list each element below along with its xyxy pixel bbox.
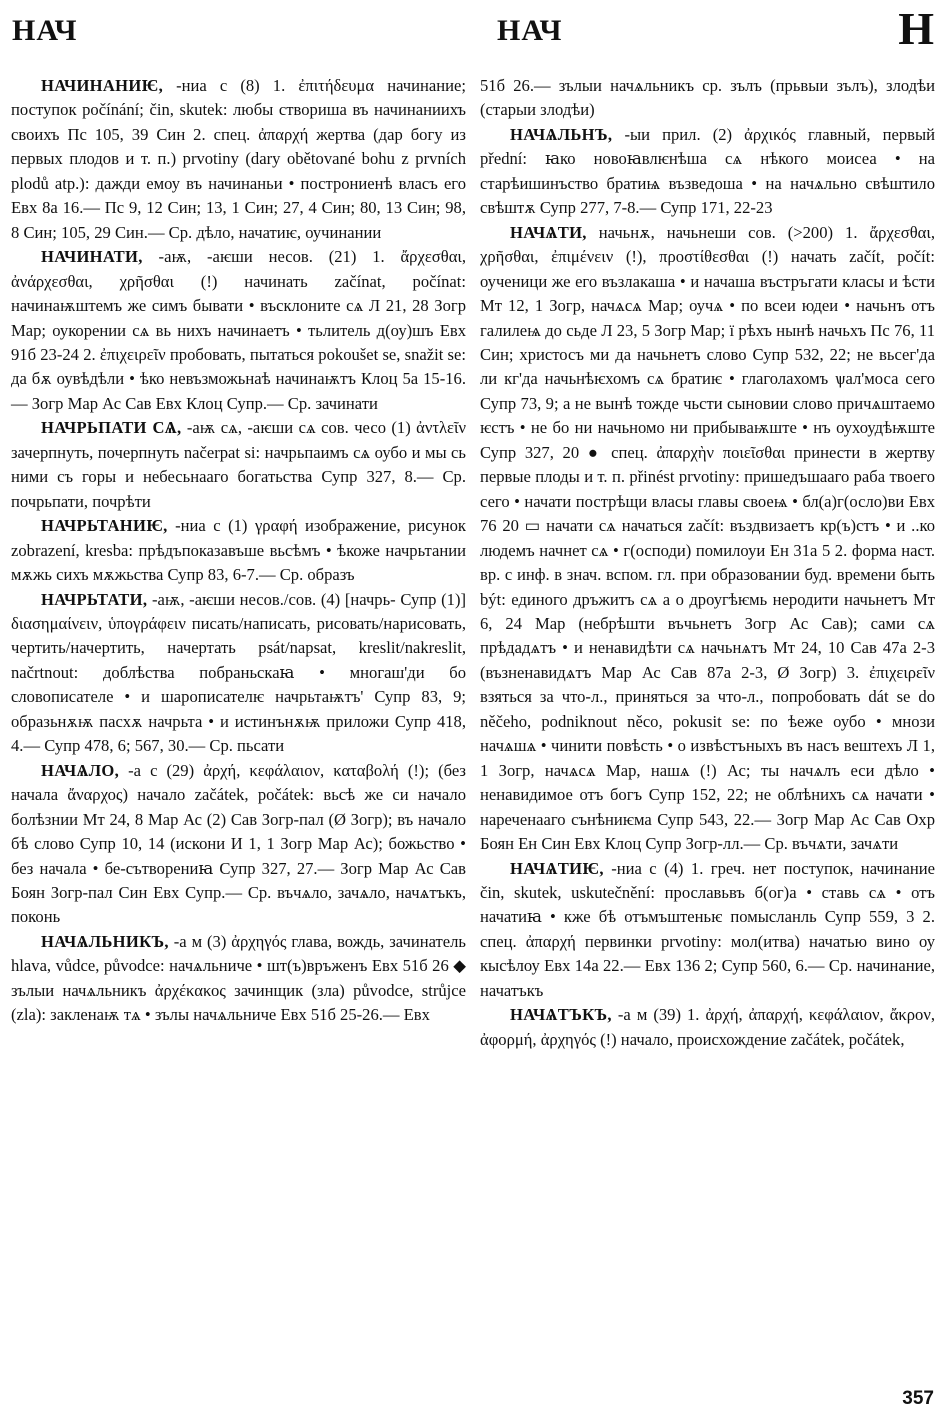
dictionary-entry <box>11 245 466 416</box>
running-head-left: НАЧ <box>12 14 78 47</box>
entry-headword: НАЧѦЛЬНЪ, <box>510 124 613 144</box>
dictionary-entry <box>11 416 466 514</box>
entry-headword: НАЧѦЛО, <box>41 760 120 780</box>
dictionary-entry <box>480 123 935 221</box>
entry-body: 51б 26.— зълыи начѧльникъ ср. зълъ (прьвыи зълъ), злодѣи (старыи злодѣи) <box>480 76 935 120</box>
entry-headword: НАЧѦТЪКЪ, <box>510 1005 612 1025</box>
dictionary-entry <box>11 74 466 245</box>
entry-headword: НАЧРЬТАТИ, <box>41 589 148 609</box>
entry-headword: НАЧѦТИѤ, <box>510 858 604 878</box>
entry-body: -а м (39) 1. ἀρχή, ἀπαρχή, κεφάλαιον, ἄκρον, ἀφορμή, ἀρχηγός (!) начало, происхождение začátek, počátek, <box>480 1005 935 1049</box>
entry-body: начьнѫ, начьнеши сов. (>200) 1. ἄρχεσθαι, χρῆσθαι, ἐπιμένειν (!), προστίθεσθαι (!) начать začít, počít: оученици же его възлакаша • и начаша въстръгати класы и ѣсти Мт 12, 1 Зогр, начѧсѧ Мар; оучѧ • по всеи юдеи • начьнъ отъ галилеѩ до сьде Л 23, 5 Зогр Мар; ї рѣхъ нынѣ начьхъ Пс 76, 11 Син; христосъ ми да начьнетъ слово Супр 532, 22; не вьсег'да ли кг'да начьнѣѥхомъ сѧ братиѥ • глаголахомъ ѱал'моса сего Супр 73, 9; а не вынѣ тожде чьсти сыновии слово причѧштаемо ѥстъ • не бо ни начьномо ни прибываѭште • нъ оухоудѣѭште Супр 327, 20 ● спец. ἀπαρχὴν ποιεῖσθαι принести в жертву первые плоды и т. п. přinést prvotiny: пришедъшааго раба твоего сего • начати пострѣщи власы главы своеѩ • бл(а)г(осло)ви Евх 76 20 ▭ начати сѧ начаться začít: въздвизаетъ кр(ъ)стъ • и ..ко людемъ начнет сѧ • г(осподи) помилоуи Ен 31а 5 2. форма наст. вр. с инф. в знач. вспом. гл. при образовании буд. времени быть být: единого дръжитъ сѧ а о дроугѣѥмь нерод​ити начьнетъ Мт 6, 24 Мар (небрѣшти въчьнетъ Зогр Ас Сав); сами сѧ прѣдадѧтъ • и ненавидѣти сѧ начьнѧтъ Мт 24, 10 Сав 47а 2-3 (възненавидѧтъ Мар Ас Сав 87а 2-3, Ø Зогр) 3. ἐπιχειρεῖν взяться за что-л., приняться за что-л., попробовать dát se do něčeho, podniknout něco, pokusit se: по ѣеже оубо • мнози начѧшѧ • чинити повѣсть • о извѣстъныхъ въ насъ вештехъ Л 1, 1 Зогр, начѧсѧ Мар, нашѧ (!) Ас; ты начѧлъ еси дѣло • ненавидимое отъ богъ Супр 152, 22; не облѣнихъ сѧ начати • нареченааго сънѣниѥма Супр 543, 22.— Зогр Мар Ас Сав Охр Боян Ен Син Евх Клоц Супр Зогр-лл.— Ср. въчѧти, зачѧти <box>480 222 935 854</box>
running-head-center: НАЧ <box>497 14 563 47</box>
entry-body: -аѭ сѧ, -аѥши сѧ сов. чесо (1) ἀντλεῖν зачерпнуть, почерпнуть načerpat si: начрьпаимъ сѧ оубо и мы сь ними съ горы и небесьнааго богатьства Супр 327, 8.— Ср. почрьпати, почрѣти <box>11 418 466 511</box>
entry-body: -а м (3) ἀρχηγός глава, вождь, зачинатель hlava, vůdce, původce: начѧльниче • шт(ъ)връженъ Евх 51б 26 ◆ зълыи начѧльникъ ἀρχέκακος зачинщик (зла) původce, strůjce (zla): закленаѭ тѧ • зълы начѧльниче Евх 51б 25-26.— Евх <box>11 931 466 1025</box>
dictionary-entry <box>11 514 466 587</box>
dictionary-entry <box>480 857 935 1004</box>
dictionary-entry <box>480 1003 935 1052</box>
page-number: 357 <box>902 1388 934 1409</box>
dictionary-entry <box>11 930 466 1028</box>
entry-headword: НАЧѦТИ, <box>510 222 587 242</box>
entry-body: -аѭ, -аѥши несов. (21) 1. ἄρχεσθαι, ἀνάρχεσθαι, χρῆσθαι (!) начинать začínat, počínat: начинаѭштемъ же симъ бывати • въсклоните сѧ Л 21, 28 Зогр Мар; оукорении сѧ вь нихъ начинаетъ • тьлитель д(оу)шъ Евх 91б 23-24 2. ἐπιχειρεῖν пробовать, пытаться pokoušet se, snažit se: да бѫ оувѣдѣли • ѣко невъзможьнаѣ начинаѭтъ Клоц 5а 15-16.— Зогр Мар Ас Сав Евх Клоц Супр.— Ср. зачинати <box>11 247 466 413</box>
entry-body: -ыи прил. (2) ἀρχικός главный, первый přední: ꙗко новоꙗвлѥнѣша сѧ нѣкого моисеа • на старѣишинъство братиѩ възведоша • на начѧльно свѣштило свѣштѫ Супр 277, 7-8.— Супр 171, 22-23 <box>480 124 935 218</box>
entry-body: -ниа с (8) 1. ἐπιτήδευμα начинание; поступок počínání; čin, skutek: любы створиша въ начинаниихъ своихъ Пс 105, 39 Син 2. спец. ἀπαρχή жертва (дар богу из первых плодов и т. п.) prvotiny (dary obětované bohu z prvních plodů atp.): дажди емоу въ начинаньи • построниенѣ власъ его Евх 8а 16.— Пс 9, 12 Син; 13, 1 Син; 27, 4 Син; 80, 13 Син; 98, 8 Син; 105, 29 Син.— Ср. дѣло, начатиѥ, оучинании <box>11 76 466 242</box>
dictionary-entry <box>11 588 466 759</box>
dictionary-entry <box>480 221 935 857</box>
dictionary-entry <box>11 759 466 930</box>
entry-headword: НАЧИНАНИѤ, <box>41 76 164 95</box>
right-column <box>480 74 935 1052</box>
entry-body: -ниа с (1) γραφή изображение, рисунок zobrazení, kresba: прѣдъпоказавъше вьсѣмъ • ѣкоже начрьтании мѫжь сихъ мѫжьства Супр 83, 6-7.— Ср. образъ <box>11 516 466 585</box>
entry-headword: НАЧРЬТАНИѤ, <box>41 516 168 536</box>
entry-body: -ниа с (4) 1. греч. нет поступок, начинание čin, skutek, uskutečnění: прославьвъ б(ог)а • ставь сѧ • отъ начатиꙗ • кже бѣ отъмъштеньѥ помысланль Супр 559, 3 2. спец. ἀπαρχή первинки prvotiny: мол(итва) начатью вино оу кысѣлоу Евх 14а 22.— Евх 136 2; Супр 560, 6.— Ср. начинание, начатъкъ <box>480 858 935 1000</box>
left-column <box>11 74 466 1028</box>
entry-headword: НАЧРЬПАТИ СѦ, <box>41 418 182 438</box>
entry-headword: НАЧИНАТИ, <box>41 247 143 267</box>
entry-headword: НАЧѦЛЬНИКЪ, <box>41 931 169 951</box>
entry-body: -аѭ, -аѥши несов./сов. (4) [начрь- Супр (1)] διασημαίνειν, ὑπογράφειν писать/написать, рисовать/нарисовать, чертить/начертить, начертать psát/napsat, kreslit/nakreslit, načrtnout: доблѣства побраньскаꙗ • многаш'ди бо словописателе • и шарописателѥ начрьтаѭтъ' Супр 83, 9; образьнѫѭ пасхѫ начрьта • и истинънѫѭ приложи Супр 418, 4.— Супр 478, 6; 567, 30.— Ср. пьсати <box>11 589 466 756</box>
section-letter: Н <box>898 3 934 54</box>
dictionary-entry <box>480 74 935 123</box>
entry-body: -а с (29) ἀρχή, κεφάλαιον, καταβολή (!); (без начала ἄναρχος) начало začátek, počátek: вьсѣ же си начало болѣзнии Мт 24, 8 Мар Ас (2) Сав Зогр-пал (Ø Зогр); въ начало бѣ слово Супр 10, 14 (искони И 1, 1 Зогр Мар Ас); божьство • без начала • бе-сътворениꙗ Супр 327, 27.— Зогр Мар Ас Сав Боян Зогр-пал Син Евх Супр.— Ср. въчѧло, зачѧло, начѧтъкъ, поконь <box>11 760 466 927</box>
